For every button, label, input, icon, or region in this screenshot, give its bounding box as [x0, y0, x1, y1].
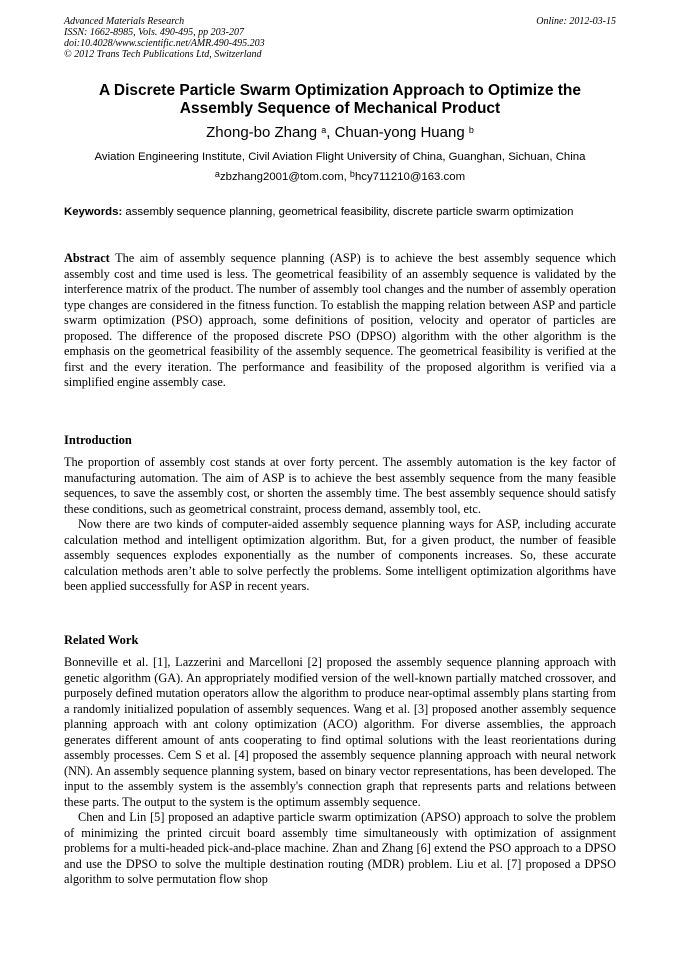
abstract-text: The aim of assembly sequence planning (ASP) is to achieve the best assembly sequence which assembly cost and time used is less. The geometrical feasibility of an assembly sequence is validated by the interference matrix of the product. The number of assembly tool changes and the number of assembly operation type changes are considered in the fitness function. To establish the mapping relation between ASP and particle swarm optimization (PSO) approach, some definitions of position, velocity and operator of particles are proposed. The difference of the proposed discrete PSO (DPSO) algorithm with the other algorithm is the emphasis on the geometrical feasibility of the assembly sequence. The geometrical feasibility is verified at the first and the every iteration. The performance and feasibility of the proposed algorithm is verified via a simplified engine assembly case. [64, 251, 616, 389]
author-emails: $^a$zbzhang2001@tom.com, $^b$hcy711210@163.com [214, 169, 466, 183]
header-copyright: © 2012 Trans Tech Publications Ltd, Switzerland [64, 49, 262, 60]
affiliation: Aviation Engineering Institute, Civil Aviation Flight University of China, Guanghan, Sichuan, China [94, 151, 586, 163]
header-journal-line [64, 16, 616, 27]
abstract [64, 251, 616, 391]
paragraph: Chen and Lin [5] proposed an adaptive particle swarm optimization (APSO) approach to solve the problem of minimizing the printed circuit board assembly time simultaneously with optimization of assignment problems for a multi-headed pick-and-place machine. Zhan and Zhang [6] extend the PSO approach to a DPSO and use the DPSO to solve the multiple destination routing (MDR) problem. Liu et al. [7] proposed a DPSO algorithm to solve permutation flow shop [64, 810, 616, 886]
keywords-label: Keywords: [64, 206, 123, 218]
section-heading-related-work: Related Work [64, 633, 139, 647]
abstract-label: Abstract [64, 251, 110, 265]
author-name: Zhong-bo Zhang [206, 124, 318, 141]
author-affiliation-mark: a [321, 125, 327, 135]
paper-title: A Discrete Particle Swarm Optimization Approach to Optimize the Assembly Sequence of Mechanical Product [98, 82, 582, 117]
author-name: Chuan-yong Huang [334, 124, 465, 141]
introduction-body [64, 455, 616, 595]
header-doi: doi:10.4028/www.scientific.net/AMR.490-495.203 [64, 38, 265, 49]
related-work-body [64, 655, 616, 888]
author-affiliation-mark: b [468, 125, 474, 135]
paragraph: The proportion of assembly cost stands at over forty percent. The assembly automation is the key factor of manufacturing automation. The aim of ASP is to achieve the best assembly sequence from the many feasible sequences, to save the assembly cost, or shorten the assembly time. The best assembly sequence should satisfy these conditions, such as geometrical constraint, process demand, assembly tool, etc. [64, 455, 616, 516]
paragraph: Bonneville et al. [1], Lazzerini and Marcelloni [2] proposed the assembly sequence planning approach with genetic algorithm (GA). An appropriately modified version of the well-known partially matched crossover, and purposely defined mutation operators allow the algorithm to produce near-optimal assembly plans starting from a randomly initialized population of assembly sequences. Wang et al. [3] proposed another assembly sequence planning approach with ant colony optimization (ACO) algorithm. For diverse assemblies, the approach generates different amount of ants cooperating to find optimal solutions with the least reorientations during assembly processes. Cem S et al. [4] proposed the assembly sequence planning approach with neural network (NN). An assembly sequence planning system, based on binary vector representations, has been developed. The input to the assembly system is the assembly's connection graph that represents parts and relations between these parts. The output to the system is the optimum assembly sequence. [64, 655, 616, 809]
paragraph: Now there are two kinds of computer-aided assembly sequence planning ways for ASP, including accurate calculation method and intelligent optimization algorithm. But, for a given product, the number of feasible assembly sequences explodes exponentially as the number of components increases. So, these accurate calculation methods aren’t able to solve perfectly the problems. Some intelligent optimization algorithms have been applied successfully for ASP in recent years. [64, 517, 616, 593]
section-heading-introduction: Introduction [64, 433, 132, 447]
journal-name: Advanced Materials Research [64, 16, 185, 27]
header-issn: ISSN: 1662-8985, Vols. 490-495, pp 203-207 [64, 27, 244, 38]
keywords-text: assembly sequence planning, geometrical feasibility, discrete particle swarm optimization [125, 206, 574, 218]
keywords [64, 205, 616, 220]
author-list: Zhong-bo Zhang $^a$, Chuan-yong Huang $^b$ [206, 124, 474, 141]
email-link[interactable]: hcy711210@163.com [354, 171, 466, 183]
email-link[interactable]: zbzhang2001@tom.com [219, 171, 344, 183]
online-date: Online: 2012-03-15 [536, 16, 616, 27]
